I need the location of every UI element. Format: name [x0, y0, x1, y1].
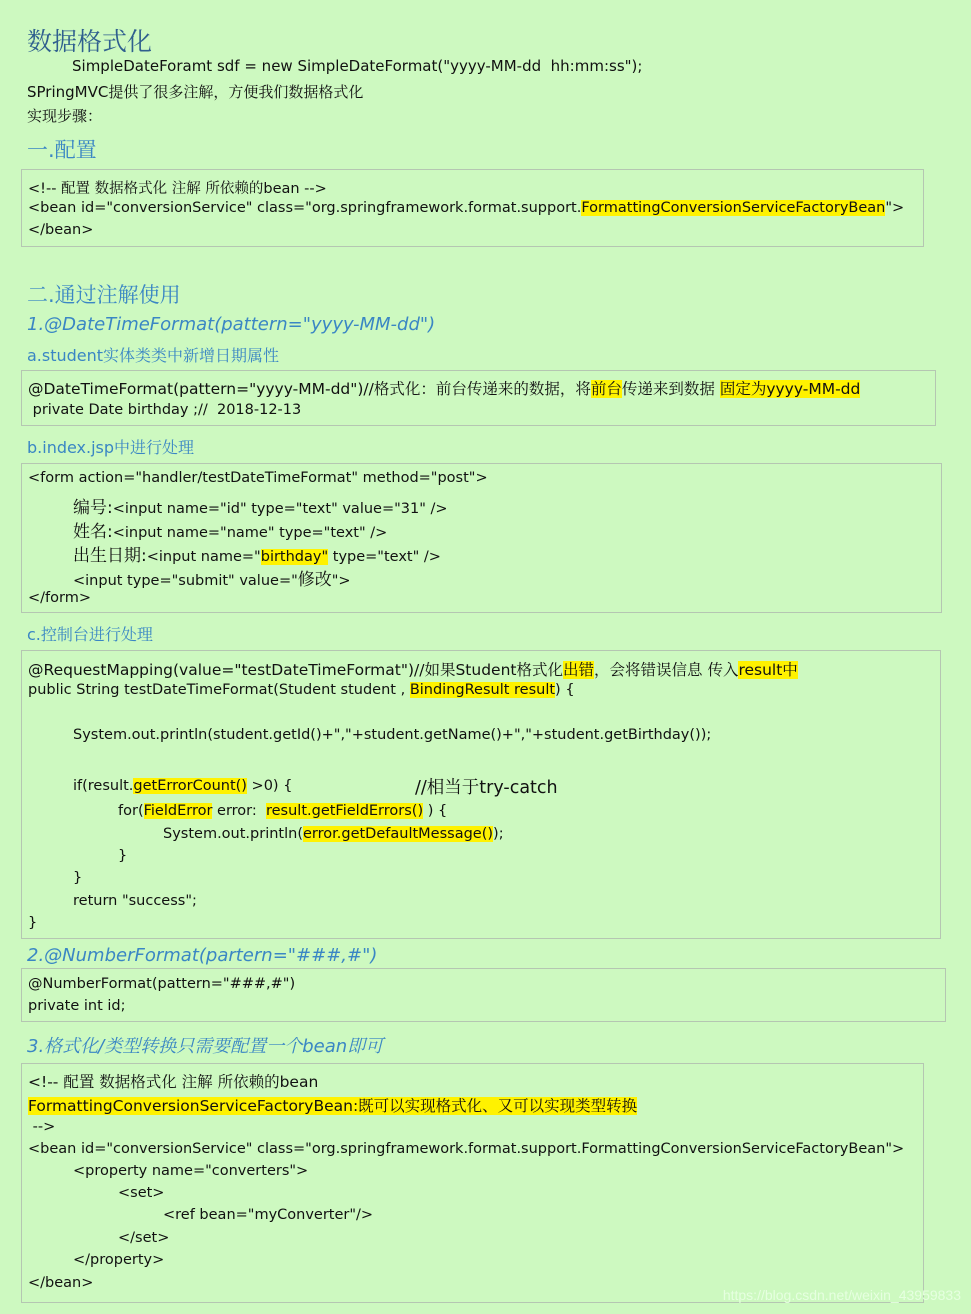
code-line: }: [118, 848, 128, 864]
code-line: private Date birthday ;// 2018-12-13: [28, 402, 302, 418]
highlight: 出错: [563, 661, 595, 679]
highlight: FormattingConversionServiceFactoryBean:既可以实现格式化、又可以实现类型转换: [28, 1097, 638, 1115]
code-line: @DateTimeFormat(pattern="yyyy-MM-dd")//格式化：前台传递来的数据，将前台传递来到数据 固定为yyyy-MM-dd: [28, 380, 861, 398]
highlight: error.getDefaultMessage(): [302, 826, 494, 842]
highlight: BindingResult result: [409, 682, 556, 698]
code-line: 编号:<input name="id" type="text" value="31" />: [73, 498, 448, 518]
numberformat-heading: 2.@NumberFormat(partern="###,#"): [27, 945, 378, 966]
code-line: [28, 1094, 637, 1116]
section-config-heading: 一.配置: [27, 138, 97, 162]
section-annotation-heading: 二.通过注解使用: [27, 283, 181, 307]
code-line: -->: [28, 1119, 56, 1135]
jsp-code-box: [21, 463, 942, 613]
code-line: @NumberFormat(pattern="###,#"): [28, 976, 296, 992]
steps-label: 实现步骤：: [27, 107, 103, 125]
page-title: 数据格式化: [27, 27, 153, 56]
highlight: result中: [738, 661, 798, 679]
converter-code-box: [21, 1063, 924, 1303]
code-line: if(result.getErrorCount() >0) {: [73, 778, 293, 794]
highlight: FormattingConversionServiceFactoryBean: [581, 200, 886, 216]
single-bean-heading: 3.格式化/类型转换只需要配置一个bean即可: [27, 1036, 384, 1057]
highlight: birthday": [260, 549, 329, 565]
code-line: </property>: [73, 1252, 165, 1268]
code-line: }: [28, 915, 38, 931]
code-line: private int id;: [28, 998, 126, 1014]
code-line: System.out.println(error.getDefaultMessage());: [163, 826, 504, 842]
step-b-heading: b.index.jsp中进行处理: [27, 438, 195, 457]
intro-code-line: SimpleDateForamt sdf = new SimpleDateFormat("yyyy-MM-dd hh:mm:ss");: [72, 57, 643, 75]
watermark: https://blog.csdn.net/weixin_43959833: [722, 1287, 961, 1303]
code-line: public String testDateTimeFormat(Student student , BindingResult result) {: [28, 682, 575, 698]
highlight: 前台: [590, 380, 622, 398]
code-line: <form action="handler/testDateTimeFormat" method="post">: [28, 470, 488, 486]
highlight: result.getFieldErrors(): [265, 803, 424, 819]
code-line: </bean>: [28, 222, 94, 238]
config-code-box: [21, 169, 924, 247]
code-line: <input type="submit" value="修改">: [73, 570, 351, 590]
highlight: getErrorCount(): [133, 778, 247, 794]
highlight: 固定为yyyy-MM-dd: [719, 380, 861, 398]
highlight: FieldError: [143, 803, 213, 819]
code-comment: //相当于try-catch: [415, 778, 558, 798]
code-line: <property name="converters">: [73, 1163, 309, 1179]
code-line: </form>: [28, 590, 91, 606]
code-line: return "success";: [73, 893, 197, 909]
step-a-heading: a.student实体类类中新增日期属性: [27, 346, 280, 365]
intro-text: SPringMVC提供了很多注解，方便我们数据格式化: [27, 83, 364, 101]
controller-code-box: [21, 650, 941, 939]
code-line: 出生日期:<input name="birthday" type="text" />: [73, 546, 441, 566]
code-line: <!-- 配置 数据格式化 注解 所依赖的bean: [28, 1073, 319, 1091]
step-c-heading: c.控制台进行处理: [27, 625, 153, 644]
code-line: System.out.println(student.getId()+","+student.getName()+","+student.getBirthday());: [73, 727, 712, 743]
code-line: <bean id="conversionService" class="org.springframework.format.support.FormattingConversionServiceFactoryBean">: [28, 1141, 905, 1157]
code-line: for(FieldError error: result.getFieldErrors() ) {: [118, 803, 448, 819]
code-line: }: [73, 870, 83, 886]
datetimeformat-heading: 1.@DateTimeFormat(pattern="yyyy-MM-dd"): [27, 314, 436, 335]
code-line: </bean>: [28, 1275, 94, 1291]
code-line: @RequestMapping(value="testDateTimeFormat")//如果Student格式化出错，会将错误信息 传入result中: [28, 661, 798, 679]
code-line: <!-- 配置 数据格式化 注解 所依赖的bean -->: [28, 181, 327, 197]
code-line: 姓名:<input name="name" type="text" />: [73, 522, 388, 542]
numberformat-code-box: [21, 968, 946, 1022]
student-code-box: [21, 370, 936, 426]
code-line: <bean id="conversionService" class="org.springframework.format.support.FormattingConversionServiceFactoryBean">: [28, 200, 905, 216]
code-line: </set>: [118, 1230, 170, 1246]
code-line: <set>: [118, 1185, 165, 1201]
code-line: <ref bean="myConverter"/>: [163, 1207, 374, 1223]
